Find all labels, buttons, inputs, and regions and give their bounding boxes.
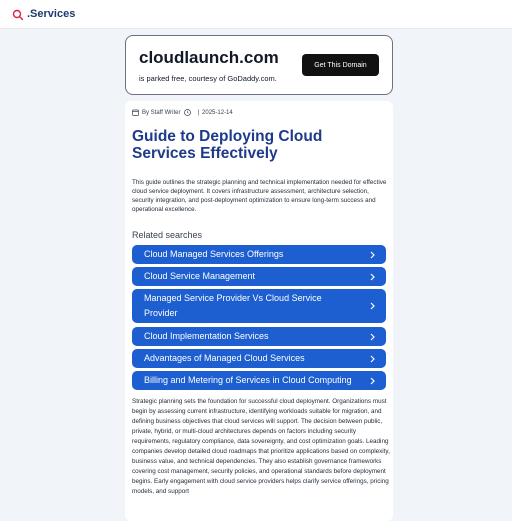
- chevron-right-icon: [369, 251, 376, 259]
- search-icon[interactable]: [12, 8, 24, 20]
- related-search-button[interactable]: [132, 371, 386, 390]
- related-search-label: Cloud Service Management: [144, 271, 256, 281]
- article-body: Strategic planning sets the foundation for successful cloud deployment. Organizations must begin by assessing current infrastructure, identifying workloads suitable for migration, and defining business objectives that cloud services will support. The decision between public, private, hybrid, or multi-cloud architectures depends on factors including security requirements, regulatory compliance, data sovereignty, and cost optimization goals. Leading companies develop detailed cloud roadmaps that prioritize applications based on complexity, business value, and technical dependencies. They also establish governance frameworks covering cost management, security policies, and operational standards before deployment begins. Early engagement with cloud service providers helps clarify service offerings, pricing models, and support: [132, 398, 390, 495]
- chevron-right-icon: [369, 302, 376, 310]
- calendar-icon: [132, 109, 139, 116]
- related-search-label: Advantages of Managed Cloud Services: [144, 353, 305, 363]
- related-search-button[interactable]: [132, 289, 386, 323]
- related-search-button[interactable]: [132, 245, 386, 264]
- article-intro: This guide outlines the strategic planning and technical implementation needed for effective cloud service deployment. It covers infrastructure assessment, architecture selection, security integration, and post-deployment optimization to ensure long-term success and operational excellence.: [132, 179, 387, 213]
- article-meta: [132, 109, 233, 116]
- site-name[interactable]: .Services: [27, 8, 76, 20]
- related-searches-heading: Related searches: [132, 230, 203, 240]
- related-search-label: Billing and Metering of Services in Cloud Computing: [144, 375, 352, 385]
- clock-icon: [184, 109, 191, 116]
- meta-separator: |: [197, 109, 200, 116]
- get-domain-button[interactable]: Get This Domain: [302, 54, 379, 76]
- chevron-right-icon: [369, 333, 376, 341]
- parked-domain-banner: [125, 35, 393, 95]
- related-search-label: Managed Service Provider Vs Cloud Service Provider: [144, 293, 322, 318]
- article-card: [125, 101, 393, 521]
- author: By Staff Writer: [142, 109, 181, 116]
- related-search-button[interactable]: [132, 267, 386, 286]
- domain-name: cloudlaunch.com: [139, 48, 279, 67]
- parked-subtitle: is parked free, courtesy of GoDaddy.com.: [139, 74, 277, 83]
- publish-date: 2025-12-14: [202, 109, 233, 116]
- related-search-button[interactable]: [132, 349, 386, 368]
- related-search-label: Cloud Implementation Services: [144, 331, 269, 341]
- top-bar: [0, 0, 512, 29]
- article-title: Guide to Deploying Cloud Services Effectively: [132, 128, 323, 162]
- related-search-label: Cloud Managed Services Offerings: [144, 249, 284, 259]
- related-search-button[interactable]: [132, 327, 386, 346]
- chevron-right-icon: [369, 355, 376, 363]
- chevron-right-icon: [369, 377, 376, 385]
- chevron-right-icon: [369, 273, 376, 281]
